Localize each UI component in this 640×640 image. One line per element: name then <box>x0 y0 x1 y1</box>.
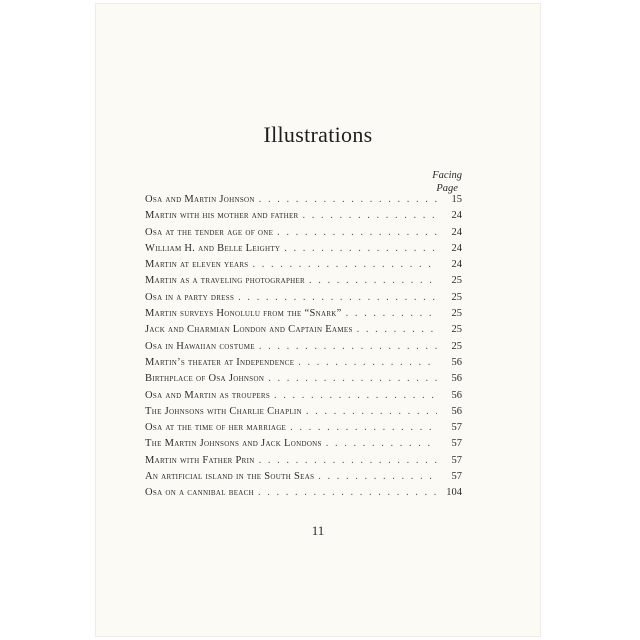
entry-page-number: 25 <box>451 324 462 336</box>
entry-title: Osa on a cannibal beach <box>145 487 254 499</box>
list-item <box>145 275 462 291</box>
dot-leader <box>318 471 437 482</box>
entry-title: Osa and Martin Johnson <box>145 194 255 205</box>
page-number: 11 <box>311 523 325 538</box>
entry-title: Osa in Hawaiian costume <box>145 340 255 352</box>
entry-title: Birthplace of Osa Johnson <box>145 373 265 385</box>
entry-page-number: 25 <box>451 275 462 287</box>
dot-leader <box>259 341 437 352</box>
dot-leader <box>357 324 437 335</box>
list-item <box>145 259 462 275</box>
list-item <box>145 324 462 340</box>
dot-leader <box>290 422 437 433</box>
entry-page-number: 24 <box>451 242 462 254</box>
entry-title: Martin with Father Prin <box>145 454 255 466</box>
list-item <box>145 243 462 259</box>
entry-page-number: 24 <box>451 226 462 238</box>
entry-page-number: 104 <box>446 487 462 499</box>
dot-leader <box>303 210 437 221</box>
entry-page-number: 25 <box>451 291 462 303</box>
entry-title: The Martin Johnsons and Jack Londons <box>145 438 322 450</box>
list-item <box>145 406 462 422</box>
entry-title: Osa and Martin as troupers <box>145 389 271 401</box>
entry-title: An artificial island in the South Seas <box>145 471 315 483</box>
book-page <box>96 4 540 636</box>
dot-leader <box>268 373 437 384</box>
dot-leader <box>306 406 437 417</box>
list-item <box>145 390 462 406</box>
entry-title: Martin at eleven years <box>145 259 249 271</box>
entry-page-number: 57 <box>451 471 462 483</box>
facing-page-header <box>432 169 462 195</box>
page-label: Page <box>436 183 458 194</box>
list-item <box>145 210 462 226</box>
entry-page-number: 56 <box>451 405 462 417</box>
list-item <box>145 455 462 471</box>
list-item <box>145 194 462 210</box>
entry-page-number: 15 <box>451 194 462 205</box>
dot-leader <box>309 275 437 286</box>
entry-title: Martin as a traveling photographer <box>145 275 306 287</box>
entry-title: William H. and Belle Leighty <box>145 242 281 254</box>
entry-page-number: 56 <box>451 373 462 385</box>
entry-page-number: 56 <box>451 356 462 368</box>
entry-title: Jack and Charmian London and Captain Eames <box>145 324 353 336</box>
page-title: Illustrations <box>263 122 373 147</box>
list-item <box>145 292 462 308</box>
dot-leader <box>274 390 437 401</box>
entry-page-number: 57 <box>451 454 462 466</box>
entry-title: Martin’s theater at Independence <box>145 356 295 368</box>
entry-page-number: 57 <box>451 422 462 434</box>
list-item <box>145 308 462 324</box>
entry-page-number: 25 <box>451 308 462 320</box>
entry-page-number: 24 <box>451 259 462 271</box>
list-item <box>145 357 462 373</box>
dot-leader <box>258 487 437 498</box>
list-item <box>145 438 462 454</box>
entry-title: Osa in a party dress <box>145 291 235 303</box>
list-item <box>145 227 462 243</box>
dot-leader <box>259 455 437 466</box>
list-item <box>145 341 462 357</box>
dot-leader <box>253 259 438 270</box>
list-item <box>145 422 462 438</box>
dot-leader <box>346 308 437 319</box>
dot-leader <box>298 357 437 368</box>
entry-title: Osa at the time of her marriage <box>145 422 287 434</box>
dot-leader <box>238 292 437 303</box>
dot-leader <box>284 243 437 254</box>
dot-leader <box>326 438 437 449</box>
list-item <box>145 373 462 389</box>
entry-title: Osa at the tender age of one <box>145 226 274 238</box>
entry-page-number: 25 <box>451 340 462 352</box>
entry-page-number: 24 <box>451 210 462 222</box>
entry-page-number: 57 <box>451 438 462 450</box>
facing-label: Facing <box>432 170 462 181</box>
entry-title: Martin with his mother and father <box>145 210 299 222</box>
dot-leader <box>259 194 437 205</box>
entry-page-number: 56 <box>451 389 462 401</box>
list-item <box>145 471 462 487</box>
entry-title: The Johnsons with Charlie Chaplin <box>145 405 302 417</box>
entry-title: Martin surveys Honolulu from the “Snark” <box>145 308 342 320</box>
illustration-list <box>145 194 462 504</box>
list-item <box>145 487 462 503</box>
dot-leader <box>277 227 437 238</box>
